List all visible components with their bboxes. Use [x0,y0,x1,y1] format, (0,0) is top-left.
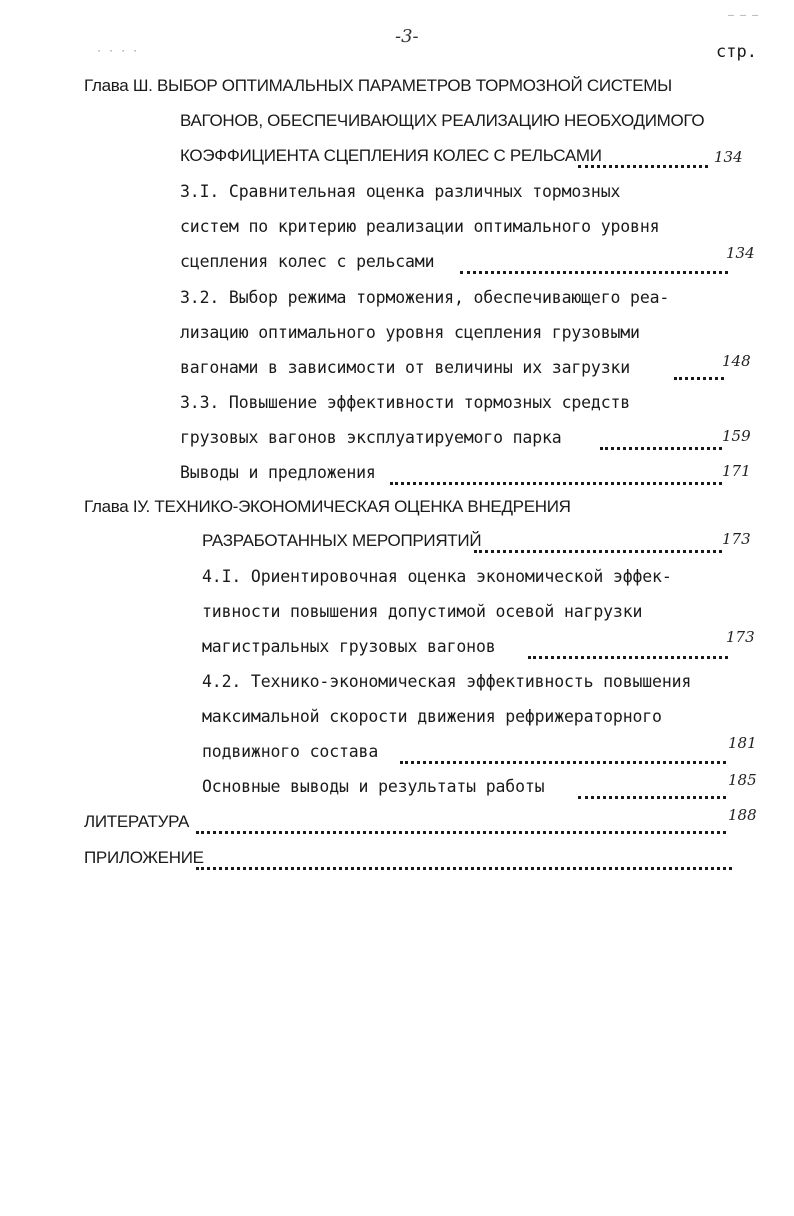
page-ref: 159 [722,427,751,445]
page-number: -3- [395,26,419,47]
page-ref: 134 [726,244,755,262]
page-ref: 185 [728,771,757,789]
page-ref: 134 [714,148,743,166]
page-ref: 148 [722,352,751,370]
section-4-2-line-1: 4.2. Технико-экономическая эффективность повышения [202,672,692,691]
page-column-header: стр. [716,42,757,62]
section-3-1-line-1: 3.I. Сравнительная оценка различных тормозных [180,182,621,201]
section-3-3-line-1: 3.3. Повышение эффективности тормозных средств [180,393,631,412]
chapter-4-heading: Глава IУ. ТЕХНИКО-ЭКОНОМИЧЕСКАЯ ОЦЕНКА ВНЕДРЕНИЯ [84,497,571,516]
section-3-2-line-2: лизацию оптимального уровня сцепления грузовыми [180,323,640,342]
chapter-3-line-2: ВАГОНОВ, ОБЕСПЕЧИВАЮЩИХ РЕАЛИЗАЦИЮ НЕОБХОДИМОГО [180,111,705,130]
leader-dots [528,646,728,659]
section-4-1-line-3: магистральных грузовых вагонов [202,637,496,656]
section-3-3-line-2: грузовых вагонов эксплуатируемого парка [180,428,562,447]
leader-dots [460,261,728,274]
section-3-2-line-3: вагонами в зависимости от величины их загрузки [180,358,631,377]
leader-dots [196,857,732,870]
scan-mark: ‒ ‒ ‒ [728,10,759,21]
section-3-1-line-3: сцепления колес с рельсами [180,252,435,271]
appendix-entry: ПРИЛОЖЕНИЕ [84,848,204,867]
section-4-2-line-3: подвижного состава [202,742,379,761]
leader-dots [400,751,726,764]
chapter-3-heading: Глава Ш. ВЫБОР ОПТИМАЛЬНЫХ ПАРАМЕТРОВ ТОРМОЗНОЙ СИСТЕМЫ [84,76,672,95]
leader-dots [578,155,708,168]
page-ref: 188 [728,806,757,824]
leader-dots [390,472,722,485]
main-conclusions-entry: Основные выводы и результаты работы [202,777,545,796]
section-4-2-line-2: максимальной скорости движения рефрижераторного [202,707,662,726]
leader-dots [600,437,722,450]
chapter-3-line-3: КОЭФФИЦИЕНТА СЦЕПЛЕНИЯ КОЛЕС С РЕЛЬСАМИ [180,146,602,165]
leader-dots [578,786,726,799]
page-ref: 171 [722,462,751,480]
conclusions-entry: Выводы и предложения [180,463,376,482]
section-4-1-line-2: тивности повышения допустимой осевой нагрузки [202,602,643,621]
leader-dots [196,821,726,834]
chapter-4-line-2: РАЗРАБОТАННЫХ МЕРОПРИЯТИЙ [202,531,482,550]
literature-entry: ЛИТЕРАТУРА [84,812,190,831]
section-4-1-line-1: 4.I. Ориентировочная оценка экономической эффек- [202,567,672,586]
page-ref: 173 [726,628,755,646]
section-3-2-line-1: 3.2. Выбор режима торможения, обеспечивающего реа- [180,288,670,307]
leader-dots [674,367,724,380]
page-ref: 181 [728,734,757,752]
section-3-1-line-2: систем по критерию реализации оптимального уровня [180,217,660,236]
page-ref: 173 [722,530,751,548]
scan-mark: · · · · [96,46,139,57]
leader-dots [474,540,722,553]
